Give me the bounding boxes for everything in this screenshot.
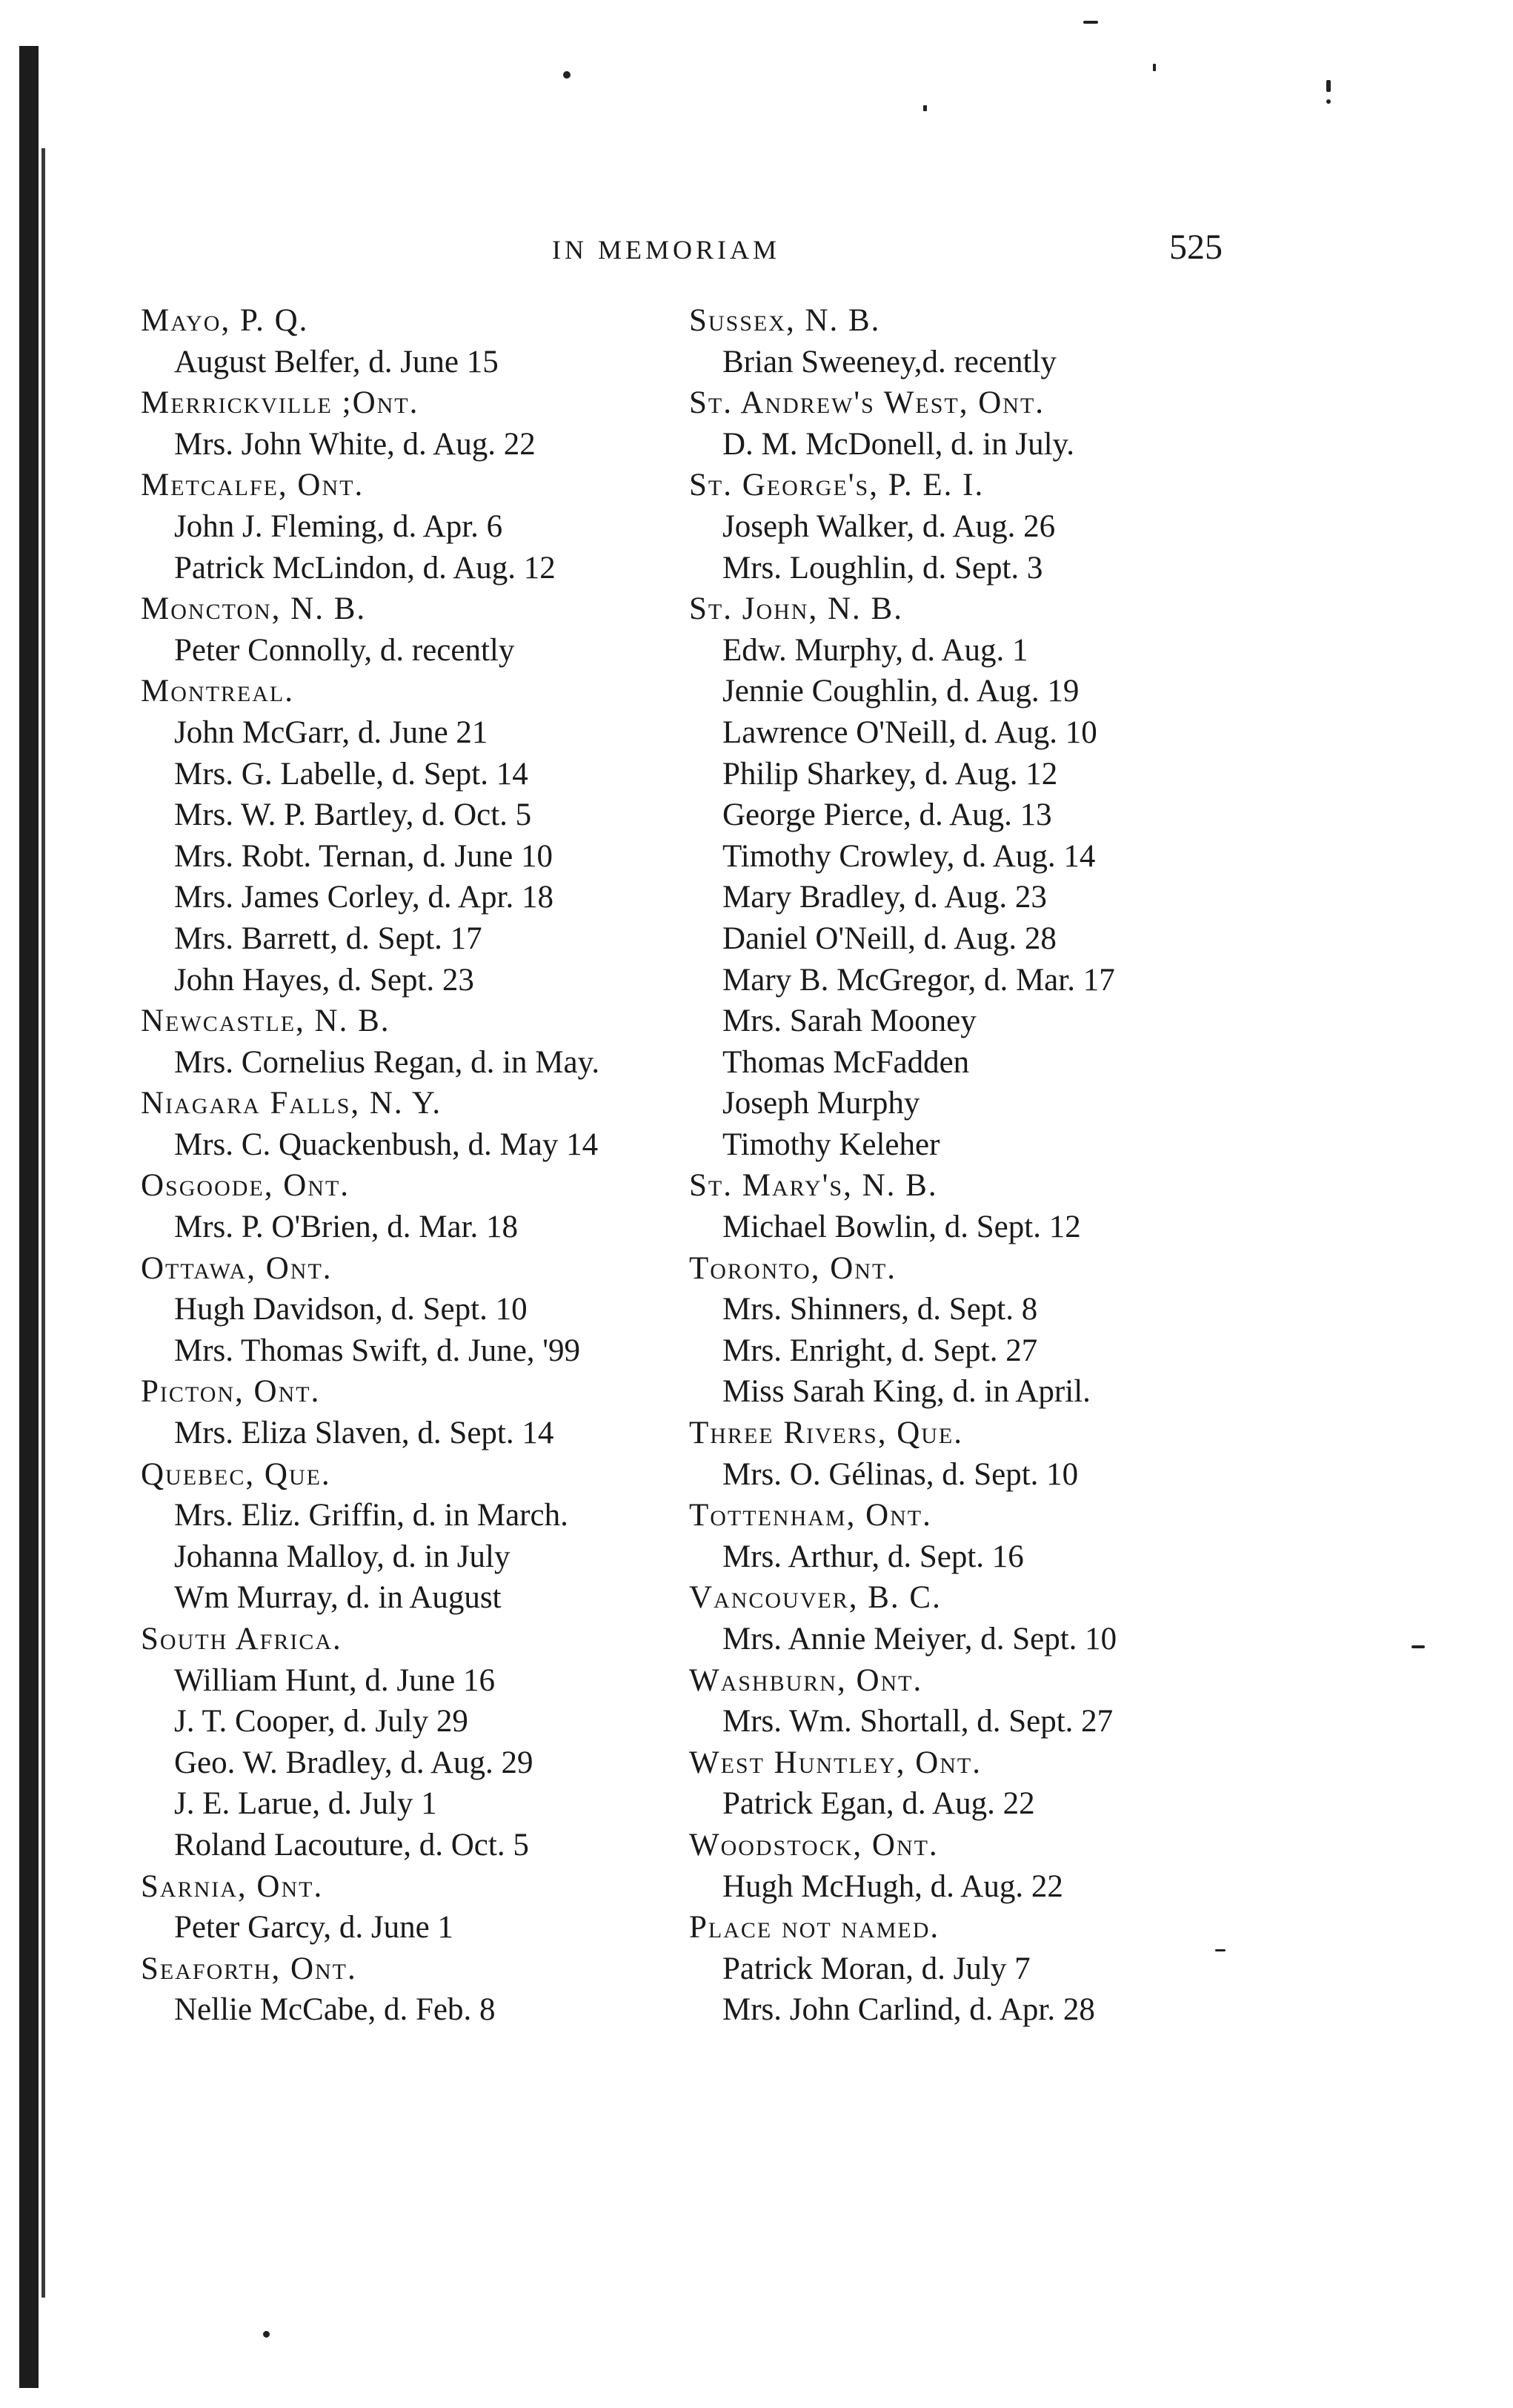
memorial-entry: Wm Murray, d. in August: [174, 1580, 502, 1616]
place-heading: Quebec, Que.: [141, 1456, 331, 1492]
memorial-entry: J. E. Larue, d. July 1: [174, 1786, 437, 1822]
place-section: [689, 1907, 1252, 2031]
place-section: [141, 1165, 704, 1247]
scan-speck: [1153, 64, 1156, 71]
memorial-entry: Patrick McLindon, d. Aug. 12: [174, 550, 556, 586]
memorial-entry: Peter Connolly, d. recently: [174, 632, 515, 668]
place-heading: Osgoode, Ont.: [141, 1168, 350, 1204]
left-column: [141, 300, 704, 2031]
memorial-entry: Mrs. James Corley, d. Apr. 18: [174, 880, 553, 915]
place-section: [689, 300, 1252, 382]
place-heading: Place not named.: [689, 1910, 940, 1946]
place-section: [141, 1001, 704, 1083]
page-title: IN MEMORIAM: [552, 235, 781, 265]
place-heading: Three Rivers, Que.: [689, 1416, 963, 1451]
place-section: [141, 300, 704, 382]
memorial-entry: J. T. Cooper, d. July 29: [174, 1704, 468, 1739]
place-section: [141, 1371, 704, 1453]
place-section: [141, 382, 704, 465]
scan-speck: [1326, 99, 1331, 104]
memorial-entry: Mrs. C. Quackenbush, d. May 14: [174, 1127, 599, 1162]
memorial-entry: Thomas McFadden: [722, 1044, 970, 1080]
place-heading: West Huntley, Ont.: [689, 1745, 982, 1780]
memorial-entry: August Belfer, d. June 15: [174, 344, 499, 379]
place-section: [689, 588, 1252, 1165]
place-heading: Niagara Falls, N. Y.: [141, 1086, 442, 1121]
memorial-entry: Brian Sweeney,d. recently: [722, 344, 1057, 379]
place-heading: St. Andrew's West, Ont.: [689, 385, 1045, 421]
scan-speck: [1083, 21, 1098, 24]
memorial-entry: Edw. Murphy, d. Aug. 1: [722, 632, 1028, 668]
memorial-entry: George Pierce, d. Aug. 13: [722, 797, 1052, 833]
place-section: [141, 1454, 704, 1619]
place-section: [689, 1577, 1252, 1659]
memorial-entry: Mrs. G. Labelle, d. Sept. 14: [174, 756, 528, 792]
place-heading: Sussex, N. B.: [689, 303, 881, 338]
place-heading: Ottawa, Ont.: [141, 1250, 333, 1286]
place-section: [689, 1660, 1252, 1742]
place-section: [141, 1619, 704, 1866]
memorial-entry: William Hunt, d. June 16: [174, 1662, 496, 1698]
scan-speck: [263, 2331, 270, 2338]
memorial-entry: Joseph Walker, d. Aug. 26: [722, 508, 1056, 544]
right-column: [689, 300, 1252, 2031]
place-section: [141, 465, 704, 588]
place-section: [689, 382, 1252, 465]
place-heading: Metcalfe, Ont.: [141, 468, 365, 503]
place-heading: St. George's, P. E. I.: [689, 468, 985, 503]
memorial-entry: Mrs. Wm. Shortall, d. Sept. 27: [722, 1704, 1114, 1739]
memorial-entry: Mrs. O. Gélinas, d. Sept. 10: [722, 1456, 1079, 1492]
place-section: [141, 1248, 704, 1372]
place-section: [689, 1742, 1252, 1825]
memorial-entry: Mrs. W. P. Bartley, d. Oct. 5: [174, 797, 532, 833]
memorial-entry: Nellie McCabe, d. Feb. 8: [174, 1992, 496, 2028]
place-section: [141, 671, 704, 1001]
memorial-entry: Geo. W. Bradley, d. Aug. 29: [174, 1745, 533, 1780]
memorial-entry: Mrs. Robt. Ternan, d. June 10: [174, 838, 553, 874]
place-section: [689, 1495, 1252, 1577]
place-heading: Picton, Ont.: [141, 1374, 321, 1410]
place-heading: Newcastle, N. B.: [141, 1004, 390, 1039]
place-heading: Merrickville ;Ont.: [141, 385, 419, 421]
running-head: [0, 222, 1513, 274]
place-heading: Tottenham, Ont.: [689, 1498, 932, 1533]
memorial-entry: Mrs. Barrett, d. Sept. 17: [174, 921, 482, 956]
place-section: [141, 1083, 704, 1165]
memorial-entry: Mrs. P. O'Brien, d. Mar. 18: [174, 1210, 519, 1245]
place-heading: Seaforth, Ont.: [141, 1951, 357, 1986]
memorial-entry: Jennie Coughlin, d. Aug. 19: [722, 674, 1080, 709]
scan-speck: [1411, 1645, 1425, 1648]
place-heading: Woodstock, Ont.: [689, 1827, 939, 1863]
memorial-entry: Mrs. Cornelius Regan, d. in May.: [174, 1044, 600, 1080]
memorial-entry: Patrick Moran, d. July 7: [722, 1951, 1031, 1986]
place-heading: St. Mary's, N. B.: [689, 1168, 938, 1204]
memorial-entry: Lawrence O'Neill, d. Aug. 10: [722, 714, 1097, 750]
memorial-entry: Michael Bowlin, d. Sept. 12: [722, 1210, 1081, 1245]
place-heading: Moncton, N. B.: [141, 591, 367, 627]
memorial-entry: Mrs. Annie Meiyer, d. Sept. 10: [722, 1622, 1117, 1656]
memorial-entry: Timothy Keleher: [722, 1127, 940, 1162]
memorial-entry: Timothy Crowley, d. Aug. 14: [722, 838, 1096, 874]
memorial-entry: Mrs. Arthur, d. Sept. 16: [722, 1539, 1024, 1574]
memorial-entry: Daniel O'Neill, d. Aug. 28: [722, 921, 1057, 956]
scan-speck: [563, 71, 571, 79]
memorial-entry: Mrs. Shinners, d. Sept. 8: [722, 1292, 1038, 1327]
memorial-entry: Mrs. Eliza Slaven, d. Sept. 14: [174, 1416, 554, 1451]
scan-speck: [923, 105, 927, 111]
memorial-entry: Mrs. John Carlind, d. Apr. 28: [722, 1992, 1095, 2028]
memorial-entry: Mrs. Eliz. Griffin, d. in March.: [174, 1498, 568, 1533]
memorial-entry: Mrs. Sarah Mooney: [722, 1004, 977, 1039]
place-heading: St. John, N. B.: [689, 591, 903, 627]
memorial-entry: Peter Garcy, d. June 1: [174, 1910, 453, 1946]
memorial-entry: Mrs. John White, d. Aug. 22: [174, 426, 536, 462]
memorial-entry: Hugh Davidson, d. Sept. 10: [174, 1292, 528, 1327]
memorial-entry: Johanna Malloy, d. in July: [174, 1539, 511, 1574]
memorial-entry: Roland Lacouture, d. Oct. 5: [174, 1827, 529, 1863]
memorial-entry: Philip Sharkey, d. Aug. 12: [722, 756, 1058, 792]
place-section: [689, 465, 1252, 588]
memorial-entry: John Hayes, d. Sept. 23: [174, 962, 474, 998]
memorial-entry: John McGarr, d. June 21: [174, 714, 488, 750]
place-heading: Washburn, Ont.: [689, 1662, 923, 1698]
place-heading: Mayo, P. Q.: [141, 303, 309, 338]
scan-edge-line: [41, 148, 45, 2298]
memorial-entry: Joseph Murphy: [722, 1086, 920, 1121]
memorial-entry: Hugh McHugh, d. Aug. 22: [722, 1868, 1063, 1904]
memorial-entry: Mary B. McGregor, d. Mar. 17: [722, 962, 1115, 998]
memorial-entry: Patrick Egan, d. Aug. 22: [722, 1786, 1035, 1822]
page-number: 525: [1169, 228, 1223, 267]
place-section: [689, 1825, 1252, 1907]
memorial-entry: Mrs. Loughlin, d. Sept. 3: [722, 550, 1043, 586]
place-section: [141, 1866, 704, 1948]
place-section: [689, 1413, 1252, 1495]
place-section: [141, 588, 704, 671]
place-heading: South Africa.: [141, 1622, 342, 1656]
memorial-entry: John J. Fleming, d. Apr. 6: [174, 508, 503, 544]
scan-edge-shadow: [19, 46, 39, 2388]
memorial-entry: Mary Bradley, d. Aug. 23: [722, 880, 1047, 915]
memorial-entry: Mrs. Thomas Swift, d. June, '99: [174, 1333, 581, 1368]
memorial-entry: Mrs. Enright, d. Sept. 27: [722, 1333, 1038, 1368]
scan-speck: [1326, 80, 1331, 92]
place-section: [689, 1165, 1252, 1247]
place-heading: Toronto, Ont.: [689, 1250, 897, 1286]
place-heading: Montreal.: [141, 674, 294, 709]
place-heading: Sarnia, Ont.: [141, 1868, 324, 1904]
memorial-entry: Miss Sarah King, d. in April.: [722, 1374, 1091, 1410]
place-section: [689, 1248, 1252, 1413]
memorial-entry: D. M. McDonell, d. in July.: [722, 426, 1074, 462]
place-section: [141, 1948, 704, 2031]
place-heading: Vancouver, B. C.: [689, 1580, 942, 1616]
